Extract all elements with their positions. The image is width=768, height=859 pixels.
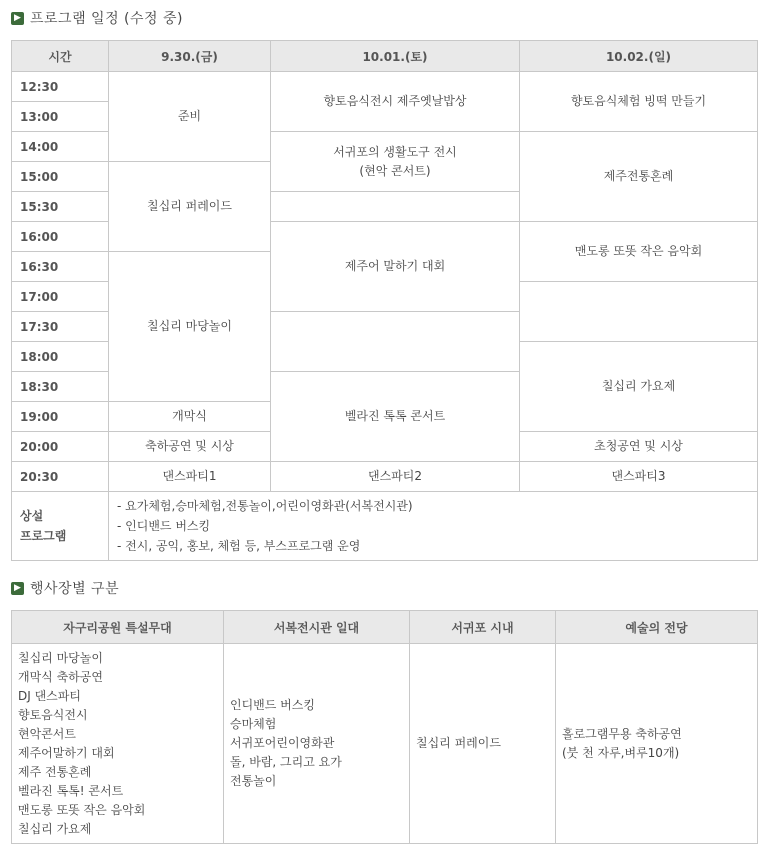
details-label-line1: 상설	[20, 509, 44, 523]
details-item: - 인디밴드 버스킹	[117, 519, 211, 533]
list-item: 제주어말하기 대회	[18, 745, 115, 760]
day3-small-concert: 맨도롱 또똣 작은 음악회	[520, 222, 758, 282]
header-time: 시간	[12, 41, 109, 72]
schedule-section-title	[11, 8, 183, 28]
time-cell: 15:00	[12, 162, 109, 192]
venue-seobok-list	[224, 644, 410, 844]
time-cell: 15:30	[12, 192, 109, 222]
row-details	[12, 492, 758, 561]
venue-jaguri-list	[12, 644, 224, 844]
day2-concert: 벨라진 톡톡 콘서트	[271, 372, 520, 462]
list-item: 홀로그램무용 축하공연	[562, 726, 682, 741]
venue-downtown-list	[410, 644, 556, 844]
list-item: 개막식 축하공연	[18, 669, 103, 684]
day1-prep: 준비	[109, 72, 271, 162]
schedule-title: 프로그램 일정 (수정 중)	[30, 11, 183, 27]
day1-dance-party: 댄스파티1	[109, 462, 271, 492]
day2-dance-party: 댄스파티2	[271, 462, 520, 492]
day1-parade: 칠십리 퍼레이드	[109, 162, 271, 252]
time-cell: 19:00	[12, 402, 109, 432]
tools-line-2: (현악 콘서트)	[359, 163, 431, 178]
header-day3: 10.02.(일)	[520, 41, 758, 72]
venue-header-arts-center: 예술의 전당	[556, 611, 758, 644]
time-cell: 12:30	[12, 72, 109, 102]
list-item: 전통놀이	[230, 774, 277, 788]
day2-food-exhibit: 향토음식전시 제주옛날밥상	[271, 72, 520, 132]
day3-song-festival: 칠십리 가요제	[520, 342, 758, 432]
day3-empty-1700	[520, 282, 758, 342]
row-2030	[12, 462, 758, 492]
details-label	[12, 492, 109, 561]
day3-invited-performance: 초청공연 및 시상	[520, 432, 758, 462]
schedule-table	[11, 40, 758, 561]
list-item: 서귀포어린이영화관	[230, 736, 335, 750]
time-cell: 18:00	[12, 342, 109, 372]
list-item: 칠십리 마당놀이	[18, 650, 103, 665]
list-item: 현악콘서트	[18, 726, 76, 741]
venue-header-downtown: 서귀포 시내	[410, 611, 556, 644]
day1-celebration: 축하공연 및 시상	[109, 432, 271, 462]
time-cell: 13:00	[12, 102, 109, 132]
time-cell: 16:30	[12, 252, 109, 282]
row-1230	[12, 72, 758, 102]
venue-header-row	[12, 611, 758, 644]
header-day1: 9.30.(금)	[109, 41, 271, 72]
time-cell: 17:30	[12, 312, 109, 342]
list-item: (붓 천 자루,벼루10개)	[562, 745, 680, 760]
list-item: 승마체험	[230, 717, 277, 731]
details-item: - 전시, 공익, 홍보, 체험 등, 부스프로그램 운영	[117, 539, 361, 553]
list-item: 돌, 바람, 그리고 요가	[230, 755, 342, 769]
day2-speech-contest: 제주어 말하기 대회	[271, 222, 520, 312]
list-item: 인디밴드 버스킹	[230, 698, 315, 712]
tools-line-1: 서귀포의 생활도구 전시	[333, 144, 457, 159]
day1-madang: 칠십리 마당놀이	[109, 252, 271, 402]
details-label-line2: 프로그램	[20, 529, 67, 543]
venue-content-row	[12, 644, 758, 844]
time-cell: 17:00	[12, 282, 109, 312]
day2-empty-1730	[271, 312, 520, 372]
day3-rice-cake: 향토음식체험 빙떡 만들기	[520, 72, 758, 132]
venue-section-title	[11, 578, 119, 598]
day3-dance-party: 댄스파티3	[520, 462, 758, 492]
venue-arts-center-list	[556, 644, 758, 844]
time-cell: 20:00	[12, 432, 109, 462]
venue-title: 행사장별 구분	[30, 581, 120, 597]
list-item: 향토음식전시	[18, 707, 88, 722]
venue-header-seobok: 서복전시관 일대	[224, 611, 410, 644]
list-item: 칠십리 퍼레이드	[416, 736, 501, 750]
time-cell: 18:30	[12, 372, 109, 402]
time-cell: 14:00	[12, 132, 109, 162]
chevron-right-icon: ▶	[11, 12, 24, 25]
day2-empty-1530	[271, 192, 520, 222]
details-list	[109, 492, 758, 561]
list-item: DJ 댄스파티	[18, 688, 81, 703]
venue-table	[11, 610, 758, 844]
day2-tools-exhibit	[271, 132, 520, 192]
list-item: 제주 전통혼례	[18, 764, 92, 779]
details-item: - 요가체험,승마체험,전통놀이,어린이영화관(서복전시관)	[117, 499, 413, 513]
list-item: 칠십리 가요제	[18, 821, 92, 836]
venue-header-jaguri: 자구리공원 특설무대	[12, 611, 224, 644]
time-cell: 20:30	[12, 462, 109, 492]
header-day2: 10.01.(토)	[271, 41, 520, 72]
time-cell: 16:00	[12, 222, 109, 252]
list-item: 맨도롱 또똣 작은 음악회	[18, 802, 146, 817]
day3-wedding: 제주전통혼례	[520, 132, 758, 222]
day1-opening: 개막식	[109, 402, 271, 432]
list-item: 벨라진 톡톡! 콘서트	[18, 783, 124, 798]
schedule-header-row	[12, 41, 758, 72]
chevron-right-icon: ▶	[11, 582, 24, 595]
